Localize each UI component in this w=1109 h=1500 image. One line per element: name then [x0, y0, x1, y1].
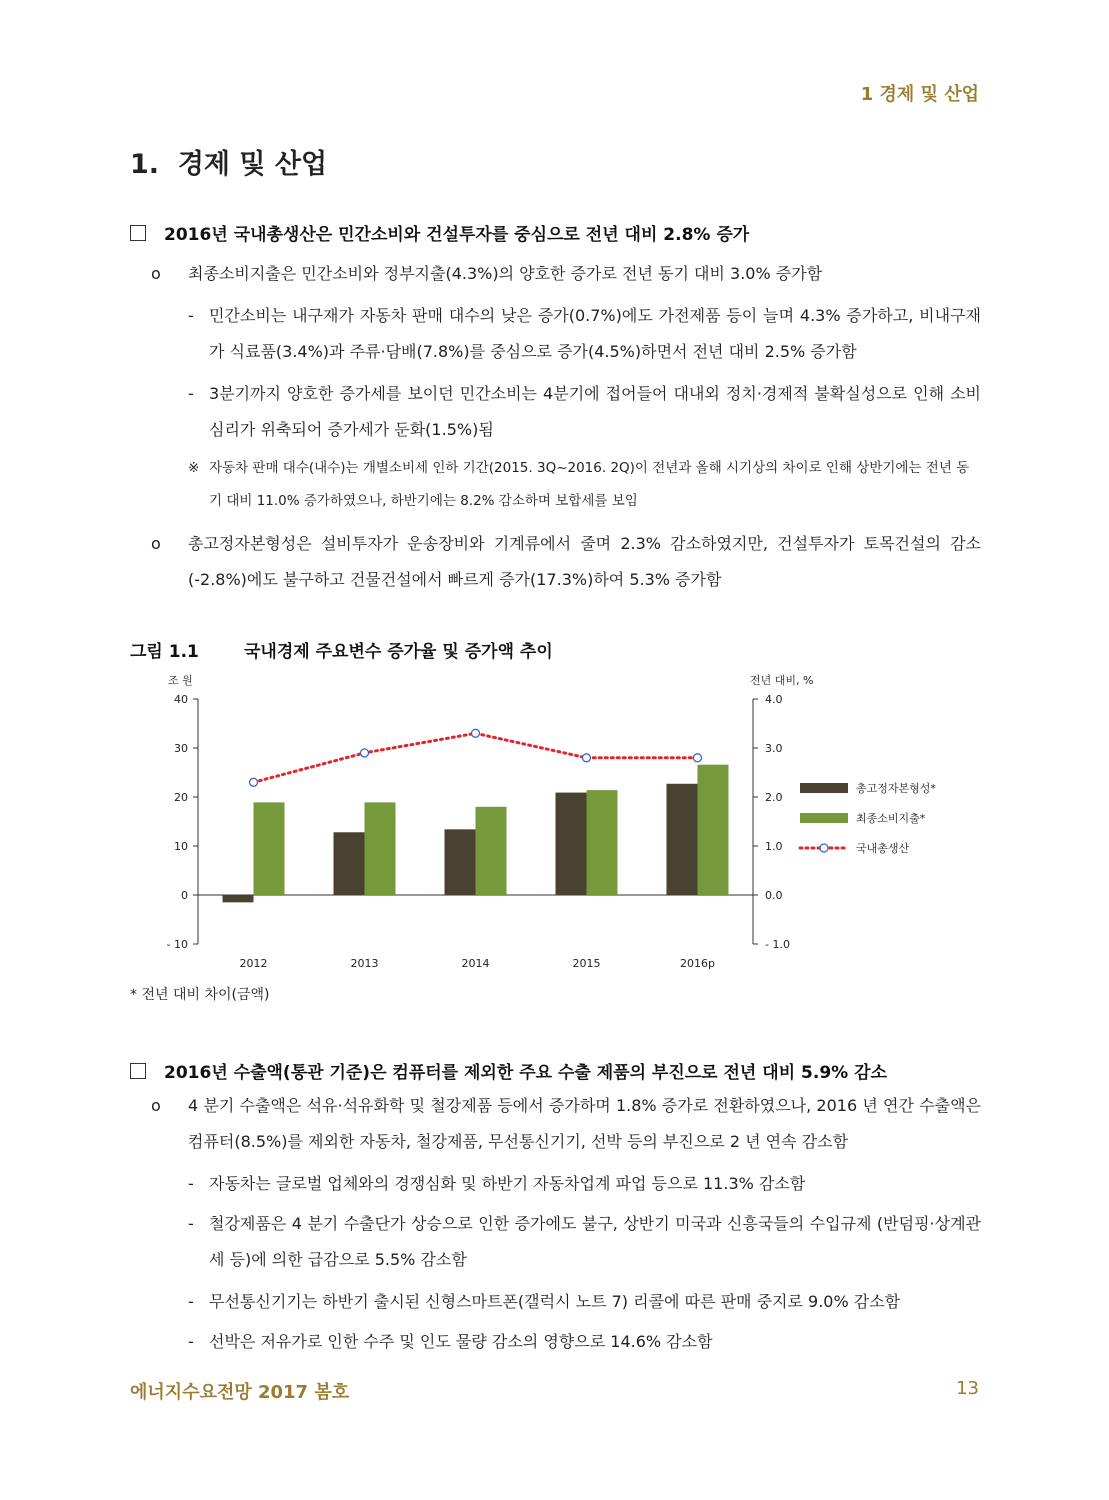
block1-note-text: 자동차 판매 대수(내수)는 개별소비세 인하 기간(2015. 3Q~2016. 2Q)이 전년과 올해 시기상의 차이로 인해 상반기에는 전년 동기 대비 11.0% 증가하였으나, 하반기에는 8.2% 감소하며 보합세를 보임 — [209, 460, 970, 509]
running-header: 1 경제 및 산업 — [860, 84, 979, 105]
block1-bullet2-text: 총고정자본형성은 설비투자가 운송장비와 기계류에서 줄며 2.3% 감소하였지만, 건설투자가 토목건설의 감소(-2.8%)에도 불구하고 건물건설에서 빠르게 증가(17.3%)하여 5.3% 증가함 — [188, 534, 981, 589]
y-right-tick-label: 2.0 — [765, 791, 783, 804]
block1-heading-text: 2016년 국내총생산은 민간소비와 건설투자를 중심으로 전년 대비 2.8% 증가 — [164, 225, 750, 245]
block2-bullet1-text: 4 분기 수출액은 석유·석유화학 및 철강제품 등에서 증가하며 1.8% 증가로 전환하였으나, 2016 년 연간 수출액은 컴퓨터(8.5%)를 제외한 자동차, 철강제품, 무선통신기기, 선박 등의 부진으로 2 년 연속 감소함 — [188, 1096, 981, 1151]
x-tick-label: 2014 — [461, 957, 490, 970]
dash-bullet-icon: - — [188, 1332, 194, 1351]
y-axis-left-label: 조 원 — [168, 674, 193, 687]
circle-bullet-icon: o — [151, 264, 161, 283]
chart-bars — [223, 765, 729, 903]
block1-bullet1 — [151, 256, 981, 292]
block2-dash1-text: 자동차는 글로벌 업체와의 경쟁심화 및 하반기 자동차업계 파업 등으로 11.3% 감소함 — [209, 1174, 806, 1193]
block1-dash2 — [188, 376, 981, 448]
block2-dash3 — [188, 1284, 981, 1320]
block1-bullet2 — [151, 526, 981, 598]
y-left-tick-label: 10 — [174, 840, 188, 853]
block2-dash2-text: 철강제품은 4 분기 수출단가 상승으로 인한 증가에도 불구, 상반기 미국과 신흥국들의 수입규제 (반덤핑·상계관세 등)에 의한 급감으로 5.5% 감소함 — [209, 1214, 981, 1269]
dash-bullet-icon: - — [188, 1214, 194, 1233]
block2-dash2 — [188, 1206, 981, 1278]
dash-bullet-icon: - — [188, 306, 194, 325]
y-right-tick-label: 3.0 — [765, 742, 783, 755]
y-axis-right-label: 전년 대비, % — [750, 674, 814, 687]
y-right-tick-label: 4.0 — [765, 693, 783, 706]
line-point — [694, 754, 702, 762]
chart-legend — [800, 781, 936, 855]
bar — [334, 832, 365, 895]
block1-bullet1-text: 최종소비지출은 민간소비와 정부지출(4.3%)의 양호한 증가로 전년 동기 대비 3.0% 증가함 — [188, 264, 823, 283]
bar — [365, 802, 396, 895]
checkbox-square-icon — [130, 1063, 146, 1079]
note-mark-icon: ※ — [188, 460, 200, 476]
dash-bullet-icon: - — [188, 1174, 194, 1193]
y-left-tick-label: 40 — [174, 693, 188, 706]
bar — [445, 829, 476, 895]
x-tick-label: 2015 — [572, 957, 601, 970]
y-left-tick-label: - 10 — [166, 938, 188, 951]
block2-heading-text: 2016년 수출액(통관 기준)은 컴퓨터를 제외한 주요 수출 제품의 부진으로 전년 대비 5.9% 감소 — [164, 1063, 887, 1083]
checkbox-square-icon — [130, 225, 146, 241]
y-right-tick-label: - 1.0 — [765, 938, 790, 951]
footer-page-number: 13 — [956, 1378, 979, 1399]
legend-swatch-marker — [820, 844, 828, 852]
line-point — [472, 729, 480, 737]
x-tick-label: 2016p — [680, 957, 715, 970]
y-right-tick-label: 1.0 — [765, 840, 783, 853]
block2-dash3-text: 무선통신기기는 하반기 출시된 신형스마트폰(갤럭시 노트 7) 리콜에 따른 판매 중지로 9.0% 감소함 — [209, 1292, 901, 1311]
bar — [667, 784, 698, 895]
block2-dash1 — [188, 1166, 981, 1202]
figure-title: 국내경제 주요변수 증가율 및 증가액 추이 — [244, 642, 553, 662]
block1-heading — [130, 220, 749, 245]
block2-dash4 — [188, 1324, 981, 1360]
bar — [254, 802, 285, 895]
dash-bullet-icon: - — [188, 384, 194, 403]
x-tick-label: 2013 — [350, 957, 379, 970]
circle-bullet-icon: o — [151, 1096, 161, 1115]
line-point — [361, 749, 369, 757]
legend-label: 국내총생산 — [856, 842, 910, 855]
bar — [587, 790, 618, 895]
legend-label: 총고정자본형성* — [856, 782, 936, 795]
circle-bullet-icon: o — [151, 534, 161, 553]
x-tick-label: 2012 — [239, 957, 268, 970]
legend-label: 최종소비지출* — [856, 812, 926, 825]
line-series — [254, 733, 698, 782]
line-point — [583, 754, 591, 762]
block1-dash1-text: 민간소비는 내구재가 자동차 판매 대수의 낮은 증가(0.7%)에도 가전제품 등이 늘며 4.3% 증가하고, 비내구재가 식료품(3.4%)과 주류·담배(7.8%)를 중심으로 증가(4.5%)하면서 전년 대비 2.5% 증가함 — [209, 306, 981, 361]
bar — [698, 765, 729, 895]
dash-bullet-icon: - — [188, 1292, 194, 1311]
y-left-tick-label: 30 — [174, 742, 188, 755]
block1-note — [188, 452, 981, 518]
block1-dash1 — [188, 298, 981, 370]
figure-footnote: * 전년 대비 차이(금액) — [130, 987, 270, 1003]
block2-bullet1 — [151, 1088, 981, 1160]
bar — [476, 807, 507, 895]
y-left-tick-label: 0 — [181, 889, 188, 902]
chart-canvas — [130, 664, 990, 984]
legend-swatch — [800, 813, 848, 823]
legend-swatch — [800, 783, 848, 793]
chart-line — [250, 729, 702, 786]
y-right-tick-label: 0.0 — [765, 889, 783, 902]
bar — [556, 793, 587, 895]
block2-dash4-text: 선박은 저유가로 인한 수주 및 인도 물량 감소의 영향으로 14.6% 감소함 — [209, 1332, 713, 1351]
bar — [223, 895, 254, 902]
block2-heading — [130, 1058, 887, 1083]
footer-publication: 에너지수요전망 2017 봄호 — [130, 1382, 350, 1403]
line-point — [250, 778, 258, 786]
block1-dash2-text: 3분기까지 양호한 증가세를 보이던 민간소비는 4분기에 접어들어 대내외 정치·경제적 불확실성으로 인해 소비 심리가 위축되어 증가세가 둔화(1.5%)됨 — [209, 384, 981, 439]
y-left-tick-label: 20 — [174, 791, 188, 804]
section-title: 1. 경제 및 산업 — [130, 149, 328, 180]
x-axis-ticks — [240, 957, 716, 970]
figure-label: 그림 1.1 — [130, 642, 199, 662]
